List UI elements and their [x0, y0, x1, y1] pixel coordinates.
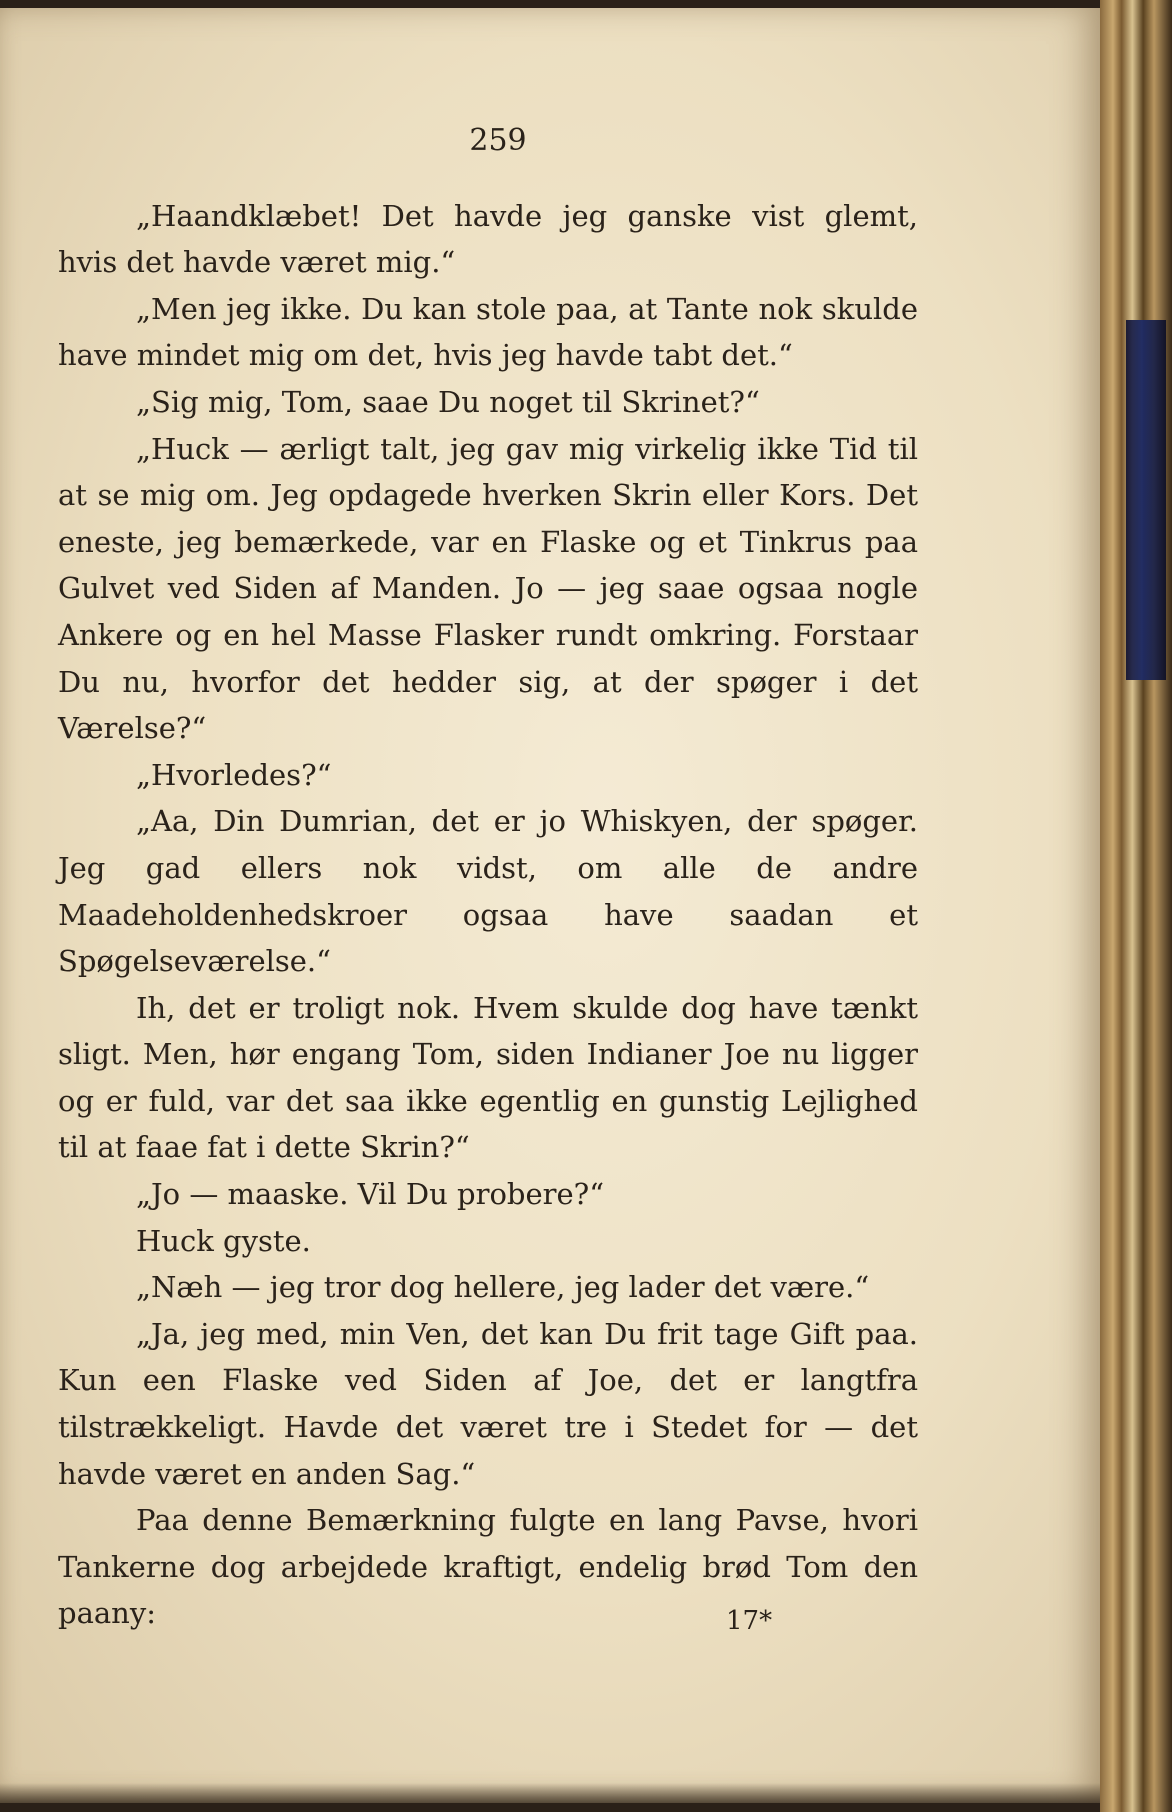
paragraph: „Men jeg ikke. Du kan stole paa, at Tante nok skulde have mindet mig om det, hvis jeg havde tabt det.“	[58, 291, 918, 373]
paragraph: „Næh — jeg tror dog hellere, jeg lader det være.“	[136, 1270, 870, 1305]
paragraph: Ih, det er troligt nok. Hvem skulde dog have tænkt sligt. Men, hør engang Tom, siden Indianer Joe nu ligger og er fuld, var det saa ikke egentlig en gunstig Lejlighed til at faae fat i dette Skrin?“	[58, 990, 918, 1165]
text-block	[58, 118, 918, 1637]
signature-mark: 17*	[726, 1606, 773, 1636]
paragraph: „Haandklæbet! Det havde jeg ganske vist glemt, hvis det havde været mig.“	[58, 198, 918, 280]
paragraph: „Huck — ærligt talt, jeg gav mig virkelig ikke Tid til at se mig om. Jeg opdagede hverken Skrin eller Kors. Det eneste, jeg bemærkede, var en Flaske og et Tinkrus paa Gulvet ved Siden af Manden. Jo — jeg saae ogsaa nogle Ankere og en hel Masse Flasker rundt omkring. Forstaar Du nu, hvorfor det hedder sig, at der spøger i det Værelse?“	[58, 431, 918, 746]
paragraph: „Hvorledes?“	[136, 757, 332, 792]
paragraph: „Sig mig, Tom, saae Du noget til Skrinet?“	[136, 384, 760, 419]
paragraph: „Ja, jeg med, min Ven, det kan Du frit tage Gift paa. Kun een Flaske ved Siden af Joe, det er langtfra tilstrækkeligt. Havde det været tre i Stedet for — det havde været en anden Sag.“	[58, 1316, 918, 1491]
book-spine-edge	[1100, 0, 1172, 1812]
paragraph: „Aa, Din Dumrian, det er jo Whiskyen, der spøger. Jeg gad ellers nok vidst, om alle de andre Maadeholdenhedskroer ogsaa have saadan et Spøgelseværelse.“	[58, 804, 918, 979]
paper-page	[0, 8, 1106, 1803]
page-bottom-shadow	[0, 1783, 1100, 1803]
paragraph: „Jo — maaske. Vil Du probere?“	[136, 1177, 605, 1212]
paragraph: Huck gyste.	[136, 1223, 311, 1258]
paragraph: Paa denne Bemærkning fulgte en lang Pavse, hvori Tankerne dog arbejdede kraftigt, endelig brød Tom den paany:	[58, 1503, 918, 1631]
page-number: 259	[469, 123, 527, 158]
book-cover-edge	[1126, 320, 1166, 680]
